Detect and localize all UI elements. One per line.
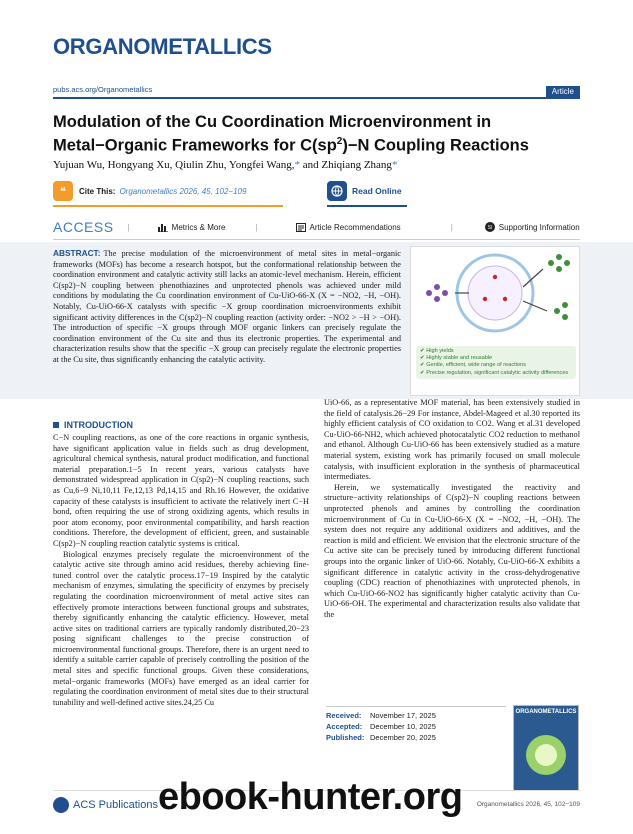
section-heading: INTRODUCTION xyxy=(53,420,309,430)
cite-rule xyxy=(53,205,283,207)
title-line-2: Metal−Organic Frameworks for $C(sp^2)-N$ Coupling Reactions xyxy=(53,136,529,155)
access-bar: ACCESS | Metrics & More | Article Recommendations | SI Supporting Information xyxy=(53,219,580,235)
toc-feature: ✔ High yields xyxy=(420,348,454,354)
bar-chart-icon xyxy=(158,223,168,232)
right-paragraph-1: UiO-66, as a representative MOF material, has been extensively studied in the field of catalysis.26−29 For instance, Abdel-Mageed et al.30 reported its highly efficient catalysis of CO oxidation to CO2. Wang et al.31 developed Cu-UiO-66-NH2, which achieved photocatalytic CO2 reduction to methanol and ethanol. Although Cu-UiO-66 has been extensively studied as a mature material system, existing work has primarily focused on small molecule catalysis, with insufficient exploration in the synthesis of pharmaceutical intermediates. xyxy=(324,398,580,482)
toc-feature: ✔ Gentle, efficient, wide range of reactions xyxy=(420,362,526,369)
supporting-info-link[interactable]: SI Supporting Information xyxy=(485,222,580,232)
intro-paragraph-2: Biological enzymes precisely regulate the microenvironment of the catalytic active site through amino acid residues, thereby achieving fine-tuned control over the catalytic process.17−19 Inspired by the catalytic mechanism of enzymes, simulating the specificity of enzymes by precisely regulating the coordination microenvironment of metal active sites can effectively promote interactions between functional groups and substrates, thereby significantly enhancing the catalytic efficiency. However, metal active sites on traditional carriers are typically randomly distributed,20−23 posing significant challenges to the precise construction of microenvironmental functional groups. Therefore, there is an urgent need to identify a suitable carrier capable of precisely controlling the position of the metal sites and specific functional groups. Given these considerations, metal−organic frameworks (MOFs) have emerged as an ideal carrier for regulating the coordination environment of metal sites due to their structural tunability and well-defined active sites.24,25 Cu xyxy=(53,549,309,707)
cover-title: ORGANOMETALLICS xyxy=(515,709,577,715)
document-icon xyxy=(296,223,306,232)
section-marker xyxy=(53,422,59,428)
header-rule xyxy=(53,97,580,99)
article-title xyxy=(53,112,573,156)
author-list: Yujuan Wu, Hongyang Xu, Qiulin Zhu, Yongfei Wang,* and Zhiqiang Zhang* xyxy=(53,159,398,171)
quote-icon: ❝ xyxy=(53,181,73,201)
read-rule xyxy=(327,205,407,207)
title-line-1: Modulation of the Cu Coordination Microenvironment in xyxy=(53,113,492,131)
toc-feature: ✔ Highly stable and reusable xyxy=(420,355,493,362)
recommendations-link[interactable]: Article Recommendations xyxy=(296,223,401,232)
footer-citation: Organometallics 2026, 45, 102−109 xyxy=(476,801,580,808)
journal-logo: ORGANOMETALLICS xyxy=(53,34,272,59)
abstract-body: The precise modulation of the microenvironment of metal sites in metal−organic frameworks (MOFs) has become a research hotspot, but the conformational relationship between the coordination environment and catalytic activity still lacks an atomic-level mechanism. Herein, efficient C(sp2)−N coupling between phenothiazines and unprotected phenols was achieved under mild conditions by modulating the Cu coordination environment of Cu-UiO-66-X (X = −NO2, −H, −OH). Notably, Cu-UiO-66-X catalysts with specific −X group coordination microenvironments exhibit significant activity differences in the C(sp2)−N coupling reaction (activity order: −NO2 > −H > −OH). The introduction of specific −X groups through MOF organic linkers can precisely regulate the coordination environment of the Cu site and thus its electronic properties. The experimental and characterization results show that the specific −X group can precisely regulate the electronic properties at the Cu site, thus significantly enhancing the catalytic activity. xyxy=(53,249,401,364)
cite-value[interactable]: Organometallics 2026, 45, 102−109 xyxy=(119,186,247,196)
journal-url-link[interactable]: pubs.acs.org/Organometallics xyxy=(53,85,153,94)
globe-icon xyxy=(327,181,347,201)
toc-feature: ✔ Precise regulation, significant catalytic activity differences xyxy=(420,369,569,376)
read-online-button[interactable]: Read Online xyxy=(327,180,407,202)
acs-mark-icon xyxy=(53,797,69,813)
left-column xyxy=(53,420,309,708)
metrics-link[interactable]: Metrics & More xyxy=(158,223,226,232)
publication-dates: Received: November 17, 2025 Accepted: December 10, 2025 Published: December 20, 2025 xyxy=(326,706,506,743)
right-column xyxy=(324,398,580,620)
si-icon xyxy=(485,222,495,232)
watermark: ebook-hunter.org xyxy=(158,776,463,818)
journal-cover[interactable] xyxy=(513,705,579,791)
svg-text:SI: SI xyxy=(487,225,493,231)
article-type-badge: Article xyxy=(546,86,580,97)
cite-label: Cite This: xyxy=(79,186,116,196)
cite-this[interactable] xyxy=(53,180,283,202)
abstract xyxy=(53,248,401,366)
access-rule xyxy=(53,239,580,240)
corresponding-star[interactable]: * xyxy=(391,159,398,171)
acs-logo[interactable]: ACS Publications xyxy=(53,797,158,813)
abstract-label: ABSTRACT: xyxy=(53,248,101,258)
access-label: ACCESS xyxy=(53,219,114,235)
intro-paragraph-1: C−N coupling reactions, as one of the core reactions in organic synthesis, have significant application value in fields such as drug development, agricultural chemical synthesis, natural product modification, and functional material preparation.1−5 In recent years, various catalysts have demonstrated widespread application in C(sp2)−N coupling reactions, such as Cu,6−9 Ni,10,11 Fe,12,13 Pd,14,15 and Rh.16 However, the oxidative capacity of these catalysts is insufficient to activate the relatively inert C−H bond, often requiring the use of strong oxidizing agents, which results in poor atom economy, poor environmental compatibility, and harsh reaction conditions. Therefore, the development of efficient, green, and sustainable C(sp2)−N coupling reaction catalytic systems is critical. xyxy=(53,433,309,548)
right-paragraph-2: Herein, we systematically investigated the reactivity and structure−activity relationships of C(sp2)−N coupling reactions between unprotected phenols and amines by controlling the coordination microenvironment of Cu in Cu-UiO-66-X (X = −NO2, −H, −OH). The system does not require any additional oxidizers and additives, and the reaction is mild and efficient. We envision that the electronic structure of the Cu active site can be precisely tuned by introducing different functional groups into the organic linker of UiO-66. Notably, Cu-UiO-66-X exhibits a significant difference in catalytic activity in the cross-dehydrogenative coupling (CDC) reaction of phenothiazines with unprotected phenols, in which Cu-UiO-66-NO2 has significantly higher catalytic activity than Cu-UiO-66-OH. The experimental and characterization results also validate that the xyxy=(324,482,580,619)
corresponding-star[interactable]: * xyxy=(294,159,300,171)
toc-feature-list xyxy=(416,346,576,379)
